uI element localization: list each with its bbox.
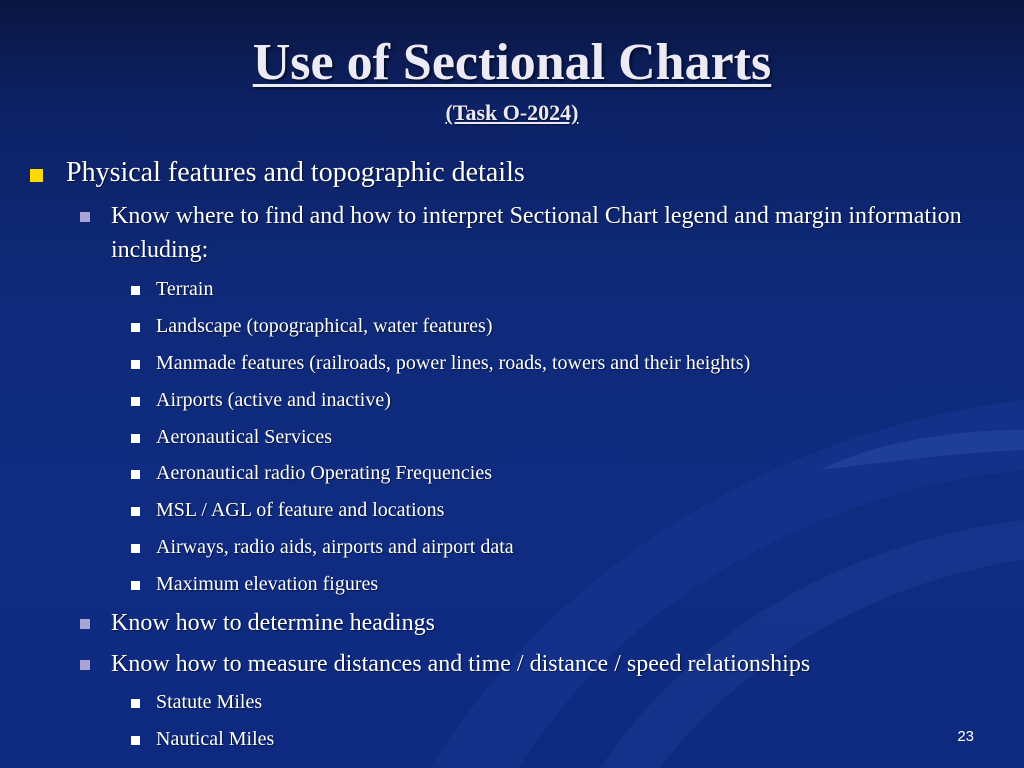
list-item (156, 424, 332, 450)
white-square-bullet-icon (131, 323, 140, 332)
title-block (0, 30, 1024, 128)
bullet-text: Landscape (topographical, water features) (156, 315, 493, 337)
list-item (156, 534, 514, 560)
lavender-square-bullet-icon (80, 212, 90, 222)
list-item (156, 460, 492, 486)
bullet-text: Know how to measure distances and time / distance / speed relationships (111, 651, 811, 677)
white-square-bullet-icon (131, 544, 140, 553)
white-square-bullet-icon (131, 397, 140, 406)
bullet-text: Physical features and topographic details (66, 157, 525, 188)
white-square-bullet-icon (131, 470, 140, 479)
list-item (156, 313, 493, 339)
lavender-square-bullet-icon (80, 619, 90, 629)
bullet-text: Maximum elevation figures (156, 573, 379, 595)
white-square-bullet-icon (131, 699, 140, 708)
list-item (156, 276, 213, 302)
bullet-text: Aeronautical radio Operating Frequencies (156, 462, 492, 484)
list-item (156, 497, 444, 523)
list-item (111, 199, 971, 267)
list-item (156, 571, 378, 597)
list-item (66, 156, 525, 190)
white-square-bullet-icon (131, 507, 140, 516)
bullet-list (0, 150, 1024, 760)
list-item (156, 689, 262, 715)
lavender-square-bullet-icon (80, 660, 90, 670)
list-item (156, 350, 750, 376)
white-square-bullet-icon (131, 581, 140, 590)
white-square-bullet-icon (131, 360, 140, 369)
bullet-text: Know how to determine headings (111, 610, 435, 636)
slide-title: Use of Sectional Charts (252, 34, 772, 91)
white-square-bullet-icon (131, 736, 140, 745)
bullet-text: Nautical Miles (156, 728, 275, 750)
bullet-text: Aeronautical Services (156, 426, 333, 448)
yellow-square-bullet-icon (30, 169, 43, 182)
slide-subtitle: (Task O-2024) (445, 100, 579, 125)
white-square-bullet-icon (131, 286, 140, 295)
white-square-bullet-icon (131, 434, 140, 443)
list-item (156, 387, 391, 413)
bullet-text: Know where to find and how to interpret Sectional Chart legend and margin information including: (111, 203, 962, 263)
list-item (111, 606, 435, 640)
bullet-text: Statute Miles (156, 691, 263, 713)
bullet-text: MSL / AGL of feature and locations (156, 499, 445, 521)
bullet-text: Terrain (156, 278, 214, 300)
bullet-text: Airports (active and inactive) (156, 389, 391, 411)
bullet-text: Airways, radio aids, airports and airport data (156, 536, 514, 558)
list-item (111, 647, 810, 681)
page-number: 23 (957, 728, 974, 745)
list-item (156, 726, 274, 752)
bullet-text: Manmade features (railroads, power lines, roads, towers and their heights) (156, 352, 751, 374)
